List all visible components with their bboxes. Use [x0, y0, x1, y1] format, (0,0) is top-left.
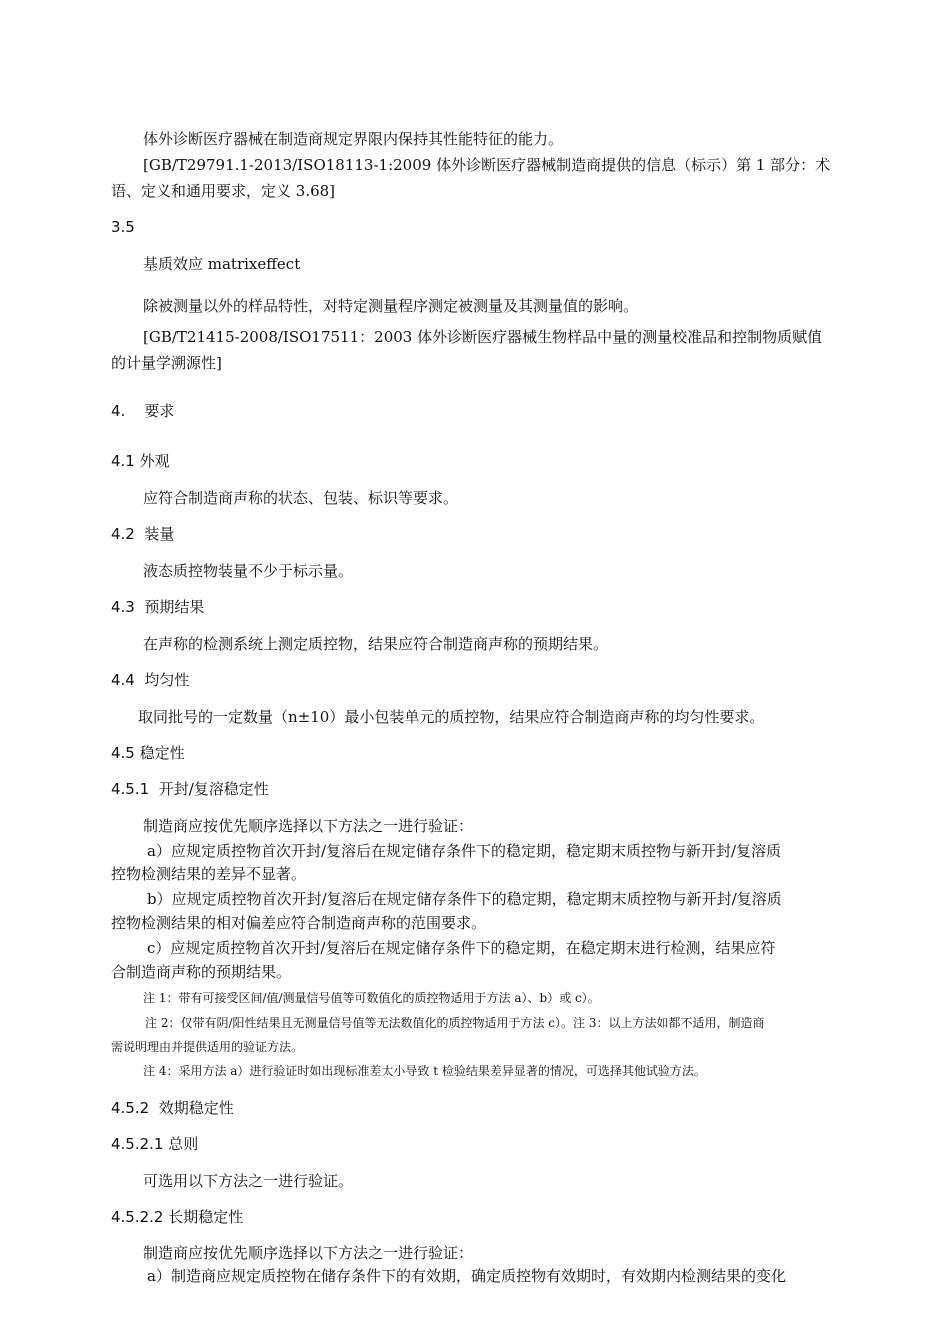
list-item-line: 控物检测结果的差异不显著。 — [111, 865, 307, 883]
list-item-line: 控物检测结果的相对偏差应符合制造商声称的范围要求。 — [111, 914, 487, 932]
paragraph-line: 液态质控物装量不少于标示量。 — [143, 562, 354, 580]
note-line: 需说明理由并提供适用的验证方法。 — [111, 1040, 304, 1054]
term-heading: 基质效应 matrixeffect — [143, 255, 301, 273]
reference-line: [GB/T29791.1-2013/ISO18113-1:2009 体外诊断医疗器械制造商提供的信息（标示）第 1 部分：术 — [143, 156, 831, 174]
note-line: 注 1：带有可接受区间/值/测量信号值等可数值化的质控物适用于方法 a）、b）或 c）。 — [143, 991, 600, 1005]
section-heading: 4.5.2.2 长期稳定性 — [111, 1208, 244, 1226]
paragraph-line: 制造商应按优先顺序选择以下方法之一进行验证： — [143, 1244, 474, 1262]
section-heading: 4. 要求 — [111, 402, 175, 420]
list-item-line: 合制造商声称的预期结果。 — [111, 963, 292, 981]
paragraph-line: 体外诊断医疗器械在制造商规定界限内保持其性能特征的能力。 — [143, 130, 564, 148]
section-heading: 4.5.2 效期稳定性 — [111, 1099, 234, 1117]
list-item-line: b）应规定质控物首次开封/复溶后在规定储存条件下的稳定期，稳定期末质控物与新开封/复溶质 — [147, 890, 782, 908]
paragraph-line: 应符合制造商声称的状态、包装、标识等要求。 — [143, 489, 459, 507]
list-item-line: c）应规定质控物首次开封/复溶后在规定储存条件下的稳定期，在稳定期末进行检测，结果应符 — [147, 939, 776, 957]
paragraph-line: 除被测量以外的样品特性，对特定测量程序测定被测量及其测量值的影响。 — [143, 297, 639, 315]
reference-line: 语、定义和通用要求，定义 3.68] — [111, 182, 336, 200]
section-heading: 4.5 稳定性 — [111, 744, 185, 762]
section-heading: 4.4 均匀性 — [111, 671, 190, 689]
paragraph-line: 取同批号的一定数量（n±10）最小包装单元的质控物，结果应符合制造商声称的均匀性要求。 — [138, 708, 765, 726]
section-heading: 4.2 装量 — [111, 525, 175, 543]
note-line: 注 2：仅带有阴/阳性结果且无测量信号值等无法数值化的质控物适用于方法 c）。注 3：以上方法如都不适用，制造商 — [145, 1016, 765, 1030]
paragraph-line: 可选用以下方法之一进行验证。 — [143, 1172, 354, 1190]
list-item-line: a）应规定质控物首次开封/复溶后在规定储存条件下的稳定期，稳定期末质控物与新开封/复溶质 — [147, 842, 782, 860]
section-heading: 4.5.2.1 总则 — [111, 1135, 199, 1153]
section-number: 3.5 — [111, 218, 135, 236]
reference-line: 的计量学溯源性] — [111, 354, 222, 372]
list-item-line: a）制造商应规定质控物在储存条件下的有效期，确定质控物有效期时，有效期内检测结果的变化 — [147, 1267, 786, 1285]
section-heading: 4.5.1 开封/复溶稳定性 — [111, 780, 269, 798]
paragraph-line: 在声称的检测系统上测定质控物，结果应符合制造商声称的预期结果。 — [143, 635, 609, 653]
section-heading: 4.3 预期结果 — [111, 598, 205, 616]
note-line: 注 4：采用方法 a）进行验证时如出现标准差太小导致 t 检验结果差异显著的情况，可选择其他试验方法。 — [143, 1064, 706, 1078]
reference-line: [GB/T21415-2008/ISO17511：2003 体外诊断医疗器械生物样品中量的测量校准品和控制物质赋值 — [143, 328, 823, 346]
section-heading: 4.1 外观 — [111, 452, 170, 470]
paragraph-line: 制造商应按优先顺序选择以下方法之一进行验证： — [143, 817, 474, 835]
